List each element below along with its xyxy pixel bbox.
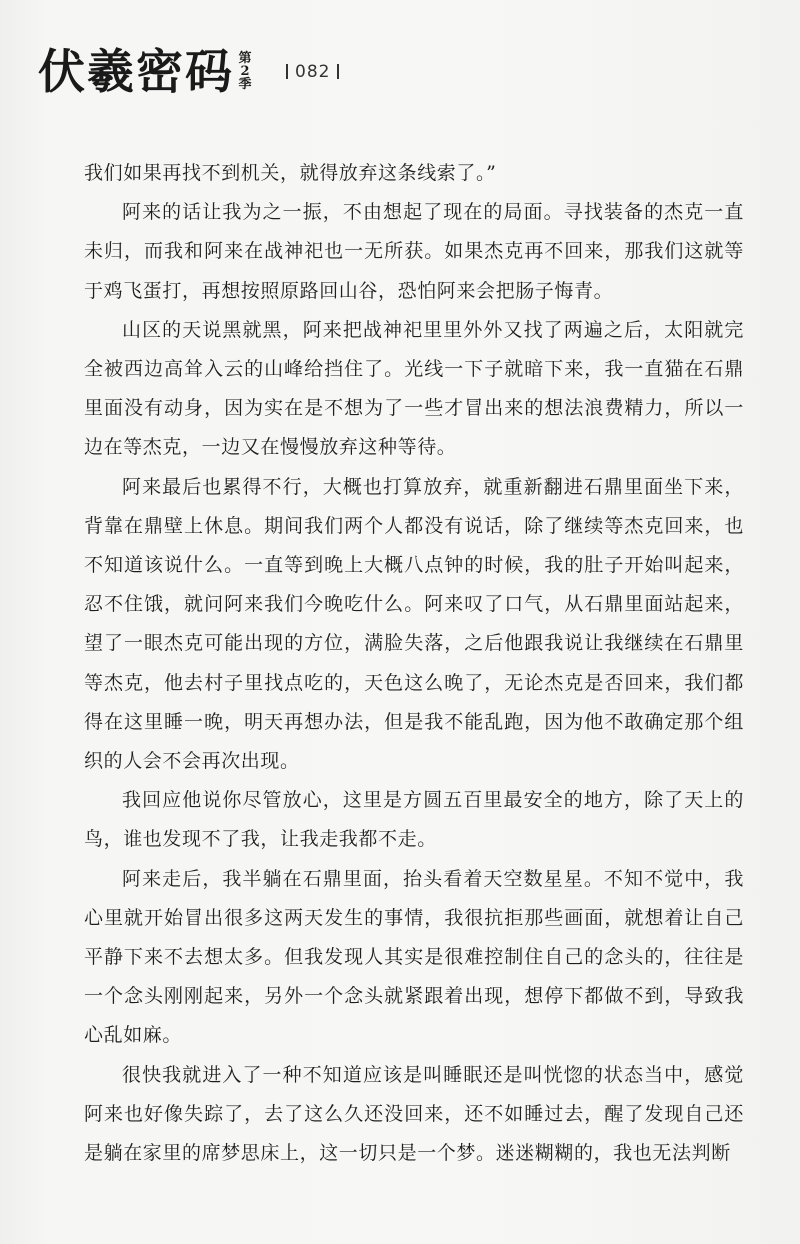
book-title: 伏羲密码: [38, 45, 234, 100]
paragraph: 很快我就进入了一种不知道应该是叫睡眠还是叫恍惚的状态当中，感觉阿来也好像失踪了，去了这么久还没回来，还不如睡过去，醒了发现自己还是躺在家里的席梦思床上，这一切只是一个梦。迷迷糊糊的，我也无法判断: [84, 1063, 744, 1165]
paragraph: 阿来最后也累得不行，大概也打算放弃，就重新翻进石鼎里面坐下来，背靠在鼎壁上休息。期间我们两个人都没有说话，除了继续等杰克回来，也不知道该说什么。一直等到晚上大概八点钟的时候，我的肚子开始叫起来，忍不住饿，就问阿来我们今晚吃什么。阿来叹了口气，从石鼎里面站起来，望了一眼杰克可能出现的方位，满脸失落，之后他跟我说让我继续在石鼎里等杰克，他去村子里找点吃的，天色这么晚了，无论杰克是否回来，我们都得在这里睡一晚，明天再想办法，但是我不能乱跑，因为他不敢确定那个组织的人会不会再次出现。: [84, 475, 744, 773]
season-char: 季: [238, 77, 252, 92]
running-header: [38, 40, 346, 110]
paragraph: 山区的天说黑就黑，阿来把战神祀里里外外又找了两遍之后，太阳就完全被西边高耸入云的山峰给挡住了。光线一下子就暗下来，我一直猫在石鼎里面没有动身，因为实在是不想为了一些才冒出来的想法浪费精力，所以一边在等杰克，一边又在慢慢放弃这种等待。: [84, 318, 744, 459]
paragraph: 我回应他说你尽管放心，这里是方圆五百里最安全的地方，除了天上的鸟，谁也发现不了我，让我走我都不走。: [84, 789, 744, 851]
season-number: 2: [240, 64, 250, 79]
page-number-value: 082: [295, 62, 331, 82]
body-text: [84, 154, 744, 1173]
season-label: [237, 52, 253, 91]
page-number-right-bar: [337, 64, 339, 79]
page-number-left-bar: [286, 64, 288, 79]
page-number: [279, 62, 346, 82]
paragraph: 我们如果再找不到机关，就得放弃这条线索了。”: [84, 162, 497, 184]
paragraph: 阿来的话让我为之一振，不由想起了现在的局面。寻找装备的杰克一直未归，而我和阿来在战神祀也一无所获。如果杰克再不回来，那我们这就等于鸡飞蛋打，再想按照原路回山谷，恐怕阿来会把肠子悔青。: [84, 201, 744, 302]
paragraph: 阿来走后，我半躺在石鼎里面，抬头看着天空数星星。不知不觉中，我心里就开始冒出很多这两天发生的事情，我很抗拒那些画面，就想着让自己平静下来不去想太多。但我发现人其实是很难控制住自己的念头的，往往是一个念头刚刚起来，另外一个念头就紧跟着出现，想停下都做不到，导致我心乱如麻。: [84, 867, 744, 1047]
season-char: 第: [238, 51, 252, 66]
